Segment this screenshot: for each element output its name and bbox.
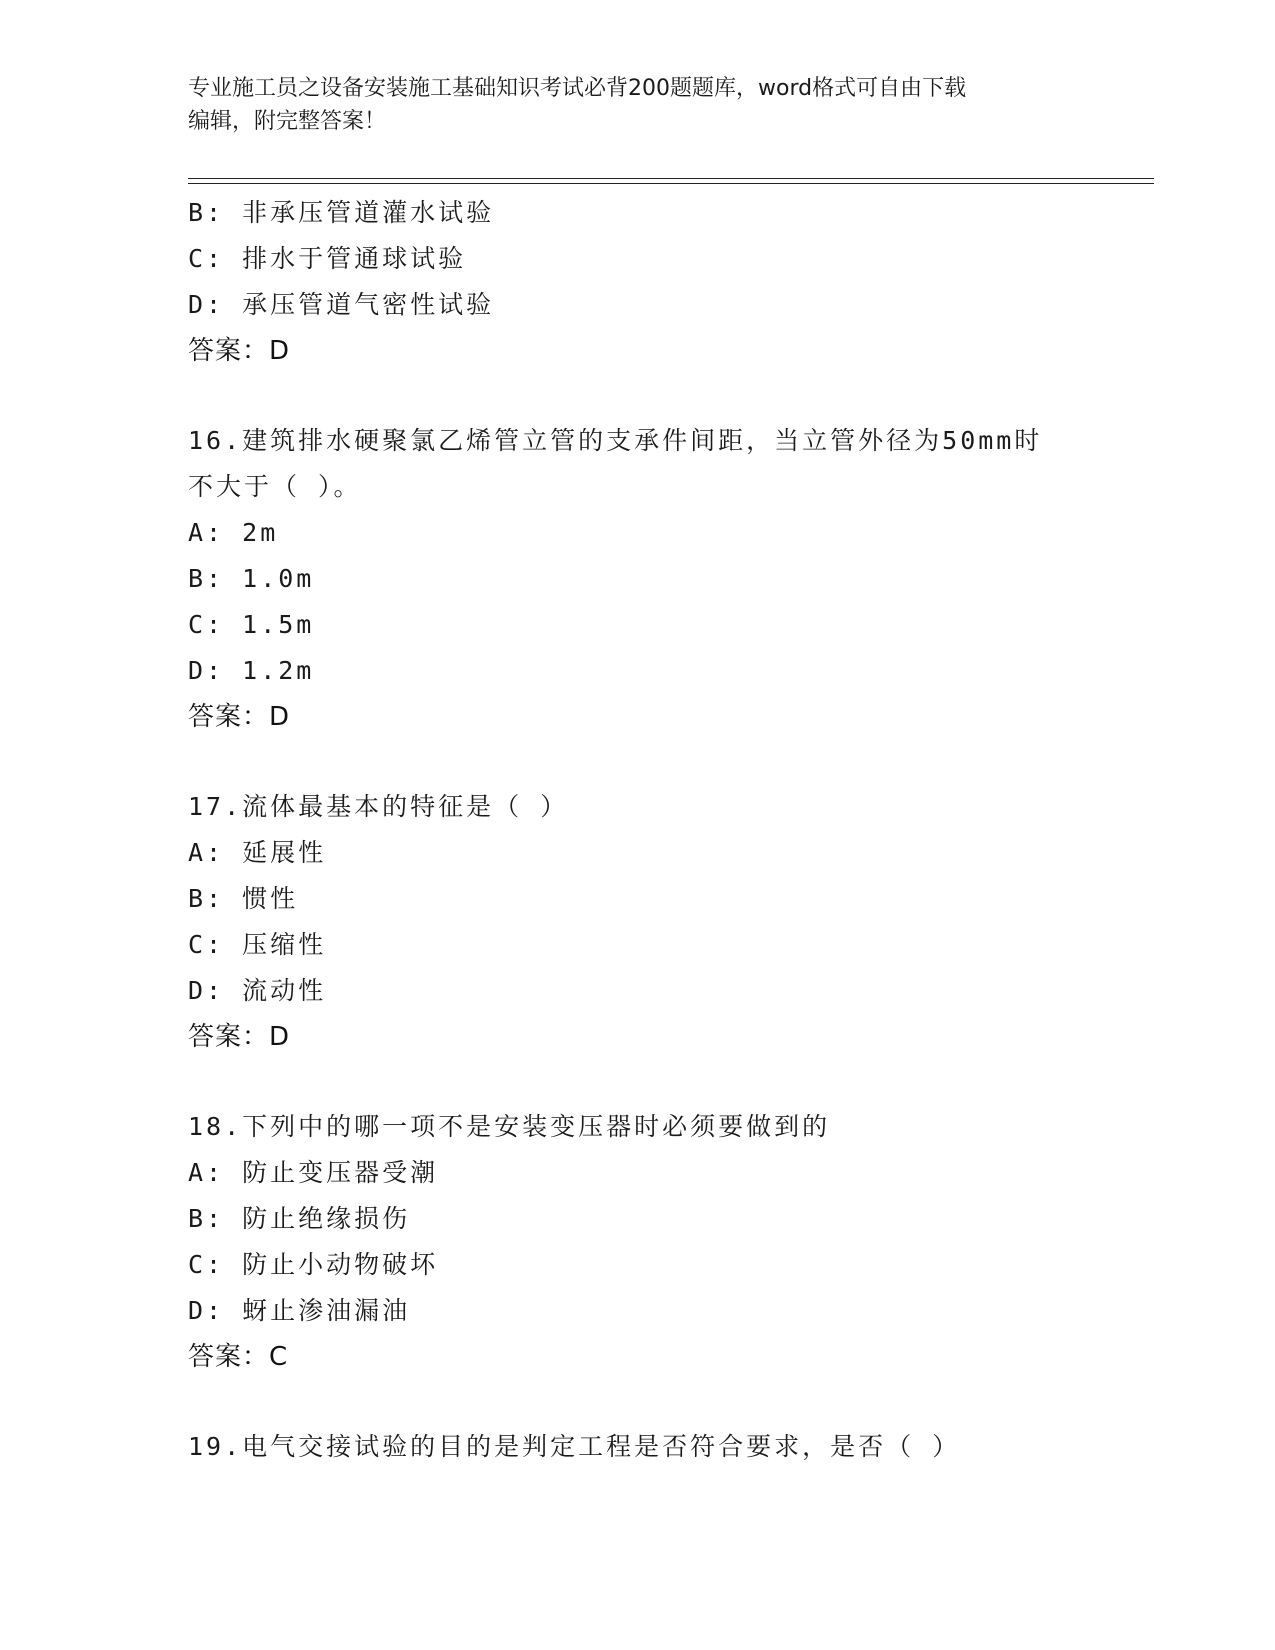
question-18-stem: 18.下列中的哪一项不是安装变压器时必须要做到的 (188, 1112, 831, 1141)
question-15-option-b: B: 非承压管道灌水试验 (188, 198, 495, 227)
spacer (188, 1380, 1154, 1424)
document-header (188, 72, 1088, 138)
question-16-stem-continued: 不大于（ ）。 (188, 472, 362, 501)
question-16-option-c: C: 1.5m (188, 610, 315, 639)
question-17-option-d: D: 流动性 (188, 976, 327, 1005)
question-content (188, 190, 1154, 1470)
question-15-answer: 答案：D (188, 336, 291, 366)
question-16-option-d: D: 1.2m (188, 656, 315, 685)
header-divider-bottom (188, 183, 1154, 184)
question-17-block (188, 784, 1154, 1060)
header-title-line1: 专业施工员之设备安装施工基础知识考试必背200题题库，word格式可自由下载 (188, 76, 967, 101)
question-17-option-c: C: 压缩性 (188, 930, 327, 959)
question-17-option-a: A: 延展性 (188, 838, 327, 867)
question-16-stem: 16.建筑排水硬聚氯乙烯管立管的支承件间距，当立管外径为50mm时 (188, 426, 1043, 455)
question-19-stem: 19.电气交接试验的目的是判定工程是否符合要求，是否（ ） (188, 1432, 961, 1461)
question-17-option-b: B: 惯性 (188, 884, 299, 913)
question-18-answer: 答案：C (188, 1342, 289, 1372)
spacer (188, 374, 1154, 418)
question-17-stem: 17.流体最基本的特征是（ ） (188, 792, 569, 821)
question-18-option-d: D: 蚜止渗油漏油 (188, 1296, 411, 1325)
question-16-option-a: A: 2m (188, 518, 279, 547)
question-16-block (188, 418, 1154, 740)
question-15-block (188, 190, 1154, 374)
question-18-option-b: B: 防止绝缘损伤 (188, 1204, 411, 1233)
question-15-option-d: D: 承压管道气密性试验 (188, 290, 495, 319)
spacer (188, 1060, 1154, 1104)
header-divider-top (188, 178, 1154, 179)
question-18-option-a: A: 防止变压器受潮 (188, 1158, 439, 1187)
header-title-line2: 编辑，附完整答案！ (188, 109, 387, 134)
question-16-option-b: B: 1.0m (188, 564, 315, 593)
spacer (188, 740, 1154, 784)
question-17-answer: 答案：D (188, 1022, 291, 1052)
question-16-answer: 答案：D (188, 702, 291, 732)
question-19-block (188, 1424, 1154, 1470)
question-18-block (188, 1104, 1154, 1380)
question-18-option-c: C: 防止小动物破坏 (188, 1250, 439, 1279)
question-15-option-c: C: 排水于管通球试验 (188, 244, 467, 273)
